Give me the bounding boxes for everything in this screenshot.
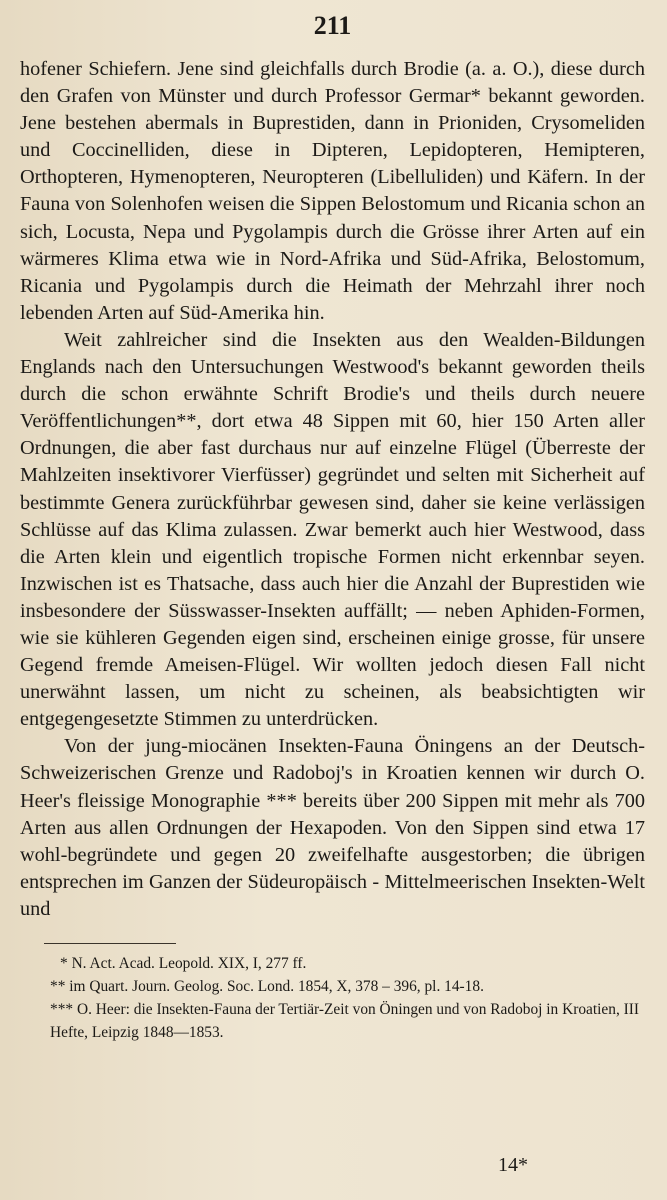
footnote-marker: * — [60, 955, 68, 972]
footnotes — [20, 952, 645, 1044]
footnote-text: im Quart. Journ. Geolog. Soc. Lond. 1854, X, 378 – 396, pl. 14-18. — [69, 978, 484, 995]
body-text — [20, 56, 645, 923]
footnote-1 — [20, 952, 645, 975]
footnote-text: O. Heer: die Insekten-Fauna der Tertiär-Zeit von Öningen und von Radoboj in Kroatien, III Hefte, Leipzig 1848—1853. — [50, 1001, 640, 1041]
footnote-marker: ** — [50, 978, 66, 995]
footnote-3 — [20, 998, 645, 1044]
page-number: 211 — [313, 11, 352, 40]
paragraph-3: Von der jung-miocänen Insekten-Fauna Öningens an der Deutsch-Schweizerischen Grenze und Radoboj's in Kroatien kennen wir durch O. Heer's fleissige Monographie *** bereits über 200 Sippen mit mehr als 700 Arten aus allen Ordnungen der Hexapoden. Von den Sippen sind etwa 17 wohl-begründete und gegen 20 zweifelhafte ausgestorben; die übrigen entsprechen im Ganzen der Südeuropäisch - Mittelmeerischen Insekten-Welt und — [20, 735, 645, 920]
footnote-2 — [20, 975, 645, 998]
paragraph-1: hofener Schiefern. Jene sind gleichfalls durch Brodie (a. a. O.), diese durch den Grafen von Münster und durch Professor Germar* bekannt geworden. Jene bestehen abermals in Buprestiden, dann in Prioniden, Crysomeliden und Coccinelliden, diese in Dipteren, Lepidopteren, Hemipteren, Orthopteren, Hymenopteren, Neuropteren (Libelluliden) und Käfern. In der Fauna von Solenhofen weisen die Sippen Belostomum und Ricania schon an sich, Locusta, Nepa und Pygolampis durch die Grösse ihrer Arten auf ein wärmeres Klima etwa wie in Nord-Afrika und Süd-Afrika, Belostomum, Ricania und Pygolampis durch die Heimath der Mehrzahl ihrer noch lebenden Arten auf Süd-Amerika hin. — [20, 58, 645, 324]
signature-mark: 14* — [498, 1154, 528, 1176]
paragraph-2: Weit zahlreicher sind die Insekten aus den Wealden-Bildungen Englands nach den Untersuchungen Westwood's bekannt geworden theils durch die schon erwähnte Schrift Brodie's und theils durch neuere Veröffentlichungen**, dort etwa 48 Sippen mit 60, hier 150 Arten aller Ordnungen, die aber fast durchaus nur auf einzelne Flügel (Überreste der Mahlzeiten insektivorer Vierfüsser) gegründet und selten mit Sicherheit auf bestimmte Genera zurückführbar gewesen sind, daher sie keine verlässigen Schlüsse auf das Klima zulassen. Zwar bemerkt auch hier Westwood, dass die Arten klein und eigentlich tropische Formen nicht erkennbar seyen. Inzwischen ist es Thatsache, dass auch hier die Anzahl der Buprestiden wie insbesondere der Süsswasser-Insekten auffällt; — neben Aphiden-Formen, wie sie kühleren Gegenden eigen sind, erscheinen einige grosse, für unsere Gegend fremde Ameisen-Flügel. Wir wollten jedoch diesen Fall nicht unerwähnt lassen, um nicht zu scheinen, als beabsichtigten wir entgegengesetzte Stimmen zu unterdrücken. — [20, 328, 645, 731]
footnote-text: N. Act. Acad. Leopold. XIX, I, 277 ff. — [71, 955, 307, 972]
footnote-divider — [44, 943, 176, 944]
footnote-marker: *** — [50, 1001, 74, 1018]
